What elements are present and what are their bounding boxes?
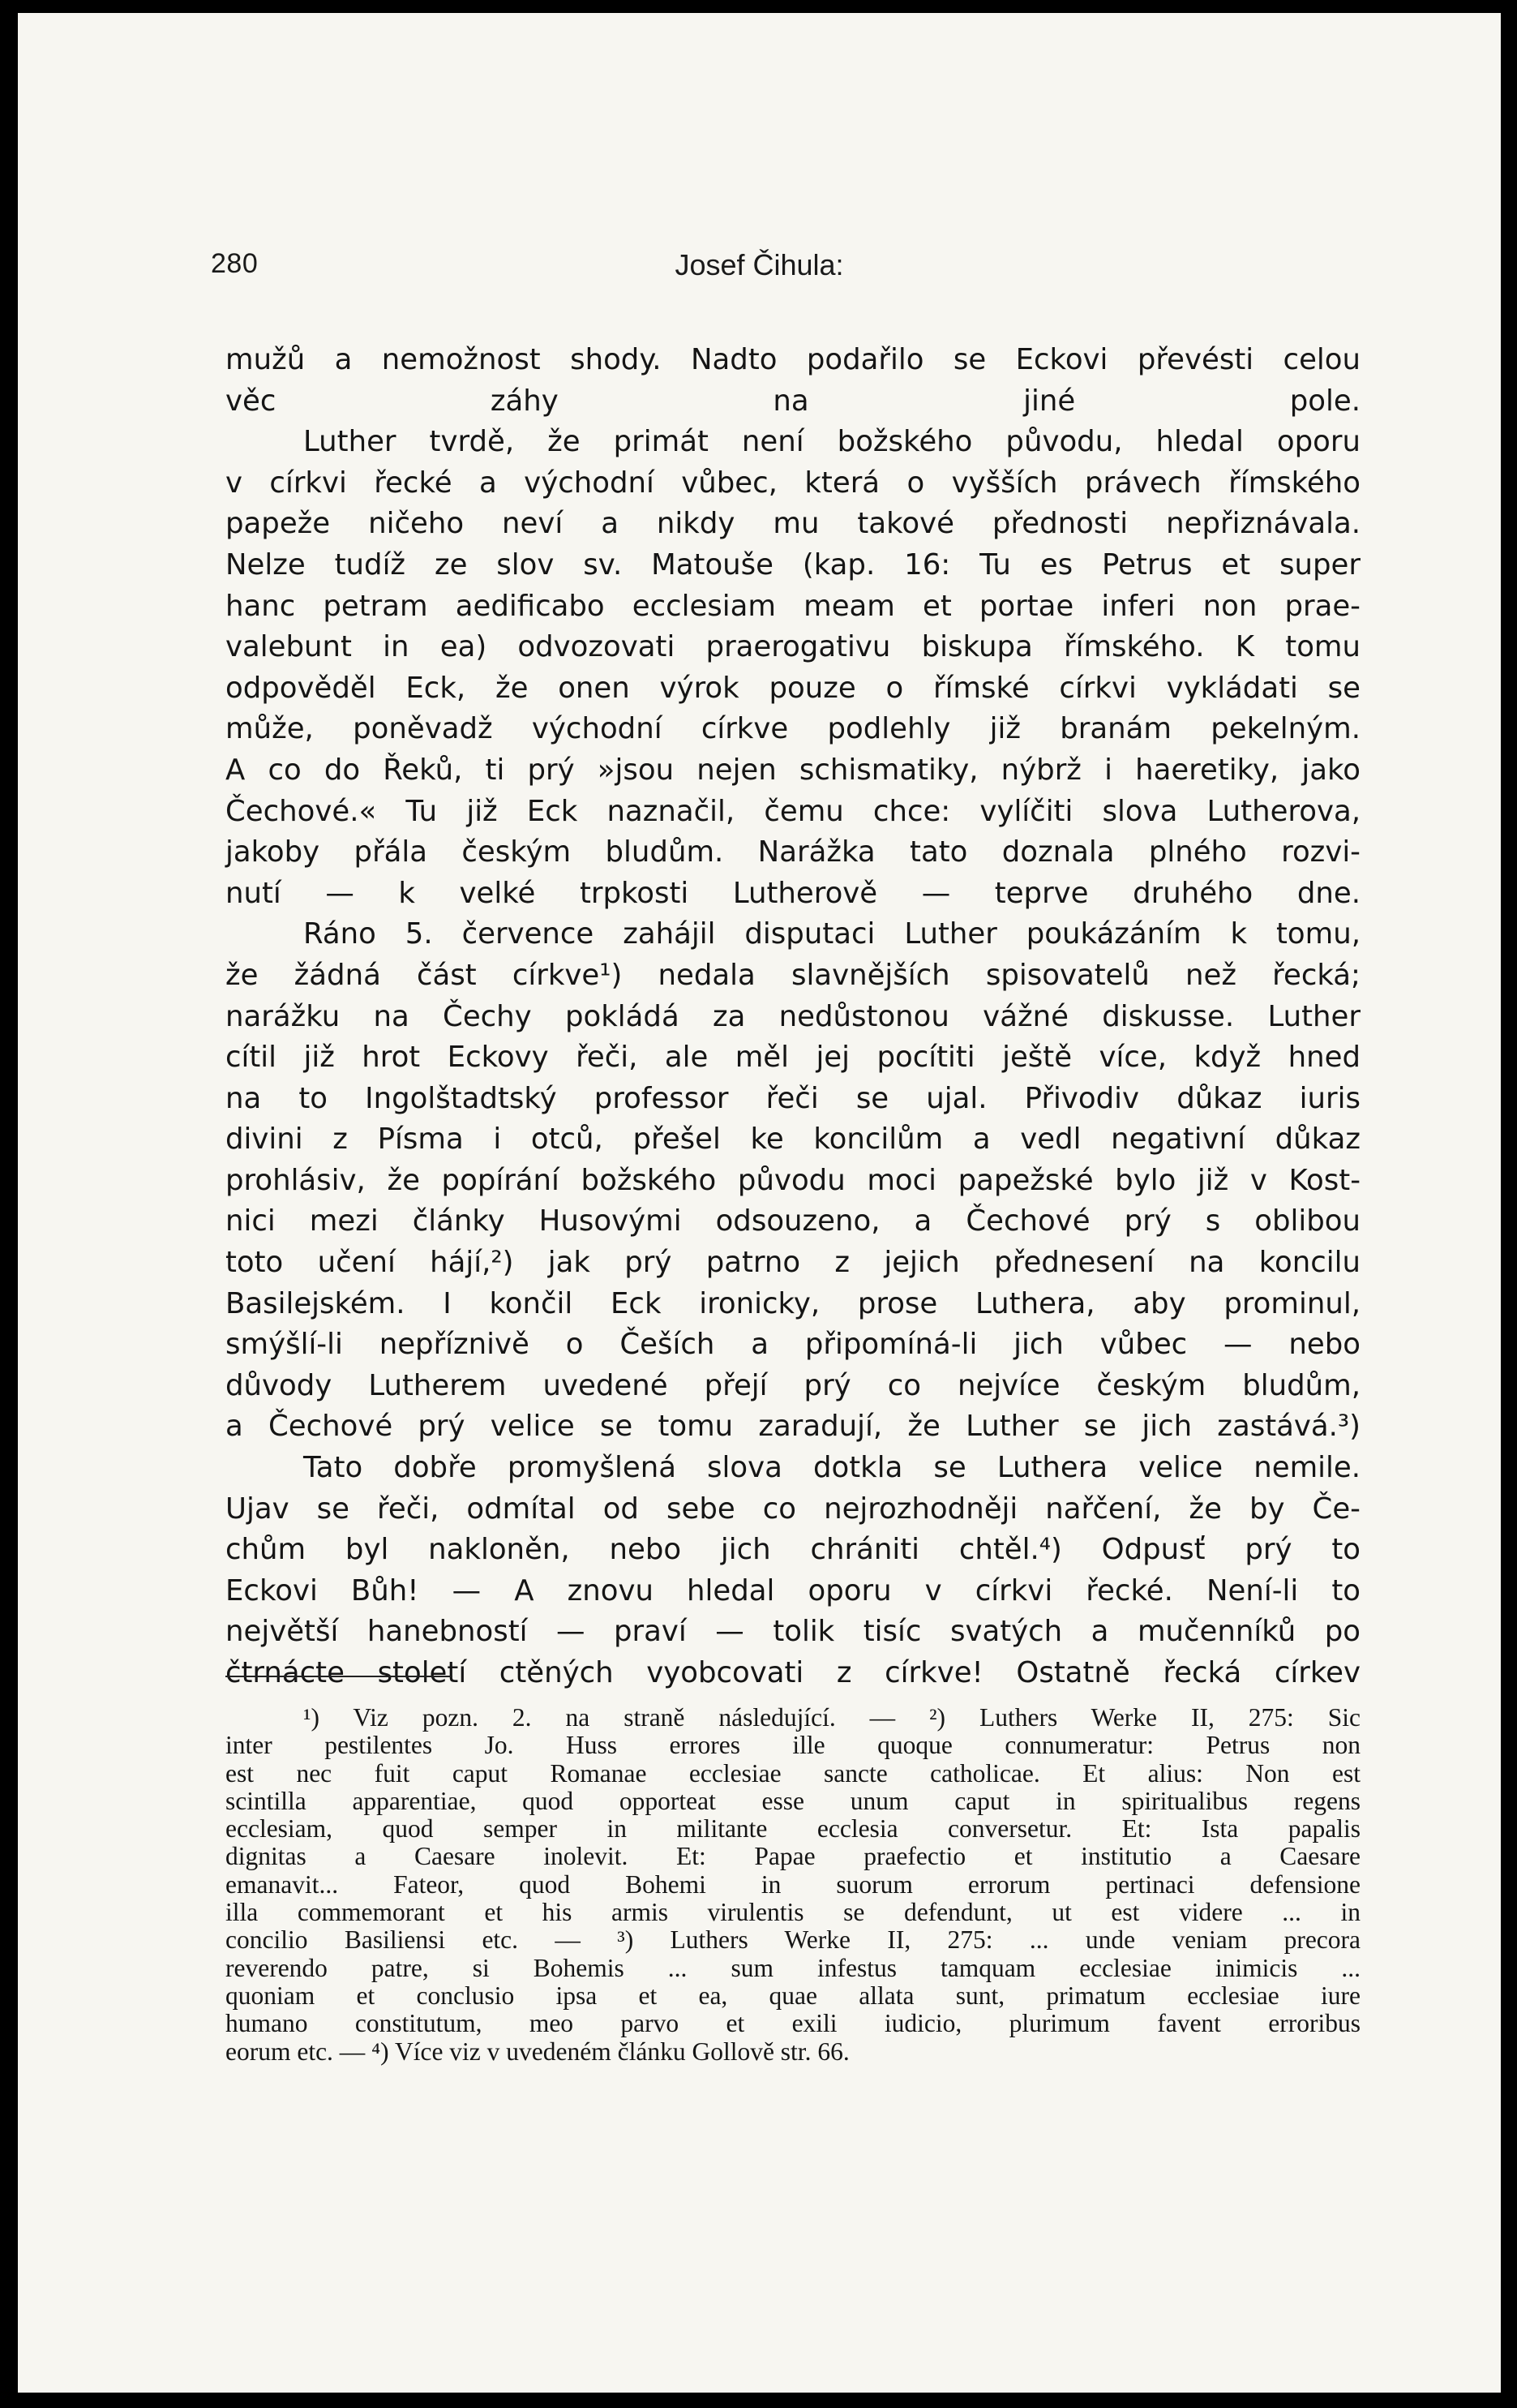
footnote-line: emanavit... Fateor, quod Bohemi in suorum errorum pertinaci defensione bbox=[225, 1869, 1361, 1899]
text-line: nutí — k velké trpkosti Lutherově — teprve druhého dne. bbox=[225, 876, 1361, 910]
page-number: 280 bbox=[211, 248, 259, 279]
text-line: A co do Řeků, ti prý »jsou nejen schismatiky, nýbrž i haeretiky, jako bbox=[225, 753, 1361, 787]
footnote-separator bbox=[225, 1676, 452, 1677]
text-line: mužů a nemožnost shody. Nadto podařilo se Eckovi převésti celou bbox=[225, 343, 1361, 376]
paragraph-2 bbox=[225, 422, 1361, 914]
footnote-line: reverendo patre, si Bohemis ... sum infestus tamquam ecclesiae inimicis ... bbox=[225, 1953, 1361, 1982]
text-line: toto učení hájí,²) jak prý patrno z jejich přednesení na koncilu bbox=[225, 1246, 1361, 1280]
text-line: smýšlí-li nepříznivě o Češích a připomíná-li jich vůbec — nebo bbox=[225, 1328, 1361, 1362]
text-line: největší hanebností — praví — tolik tisíc svatých a mučenníků po bbox=[225, 1615, 1361, 1649]
text-line: a Čechové prý velice se tomu zaradují, že Luther se jich zastává.³) bbox=[225, 1410, 1361, 1444]
text-line: cítil již hrot Eckovy řeči, ale měl jej pocítiti ještě více, když hned bbox=[225, 1041, 1361, 1075]
text-line: valebunt in ea) odvozovati praerogativu biskupa římského. K tomu bbox=[225, 630, 1361, 664]
footnote-line: ecclesiam, quod semper in militante ecclesia conversetur. Et: Ista papalis bbox=[225, 1814, 1361, 1844]
paragraph-1 bbox=[225, 340, 1361, 422]
text-line: narážku na Čechy pokládá za nedůstonou vážné diskusse. Luther bbox=[225, 999, 1361, 1033]
footnote-line: humano constitutum, meo parvo et exili iudicio, plurimum favent erroribus bbox=[225, 2009, 1361, 2038]
footnote-line: illa commemorant et his armis virulentis se defendunt, ut est videre ... in bbox=[225, 1898, 1361, 1927]
text-line: prohlásiv, že popírání božského původu moci papežské bylo již v Kost- bbox=[225, 1163, 1361, 1197]
text-line: jakoby přála českým bludům. Narážka tato doznala plného rozvi- bbox=[225, 835, 1361, 869]
text-line: v církvi řecké a východní vůbec, která o vyšších právech římského bbox=[225, 466, 1361, 500]
footnote-line: inter pestilentes Jo. Huss errores ille quoque connumeratur: Petrus non bbox=[225, 1731, 1361, 1760]
text-line: Ráno 5. července zahájil disputaci Luther poukázáním k tomu, bbox=[303, 917, 1361, 951]
text-line: Tato dobře promyšlená slova dotkla se Luthera velice nemile. bbox=[303, 1451, 1361, 1485]
paragraph-4 bbox=[225, 1448, 1361, 1694]
text-line: divini z Písma i otců, přešel ke koncilům a vedl negativní důkaz bbox=[225, 1122, 1361, 1157]
text-line: Basilejském. I končil Eck ironicky, prose Luthera, aby prominul, bbox=[225, 1286, 1361, 1320]
footnotes bbox=[225, 1704, 1361, 2066]
footnote-line: quoniam et conclusio ipsa et ea, quae allata sunt, primatum ecclesiae iure bbox=[225, 1981, 1361, 2010]
body-text bbox=[225, 340, 1361, 1694]
text-line: že žádná část církve¹) nedala slavnějších spisovatelů než řecká; bbox=[225, 958, 1361, 992]
text-line: chům byl nakloněn, nebo jich chrániti chtěl.⁴) Odpusť prý to bbox=[225, 1533, 1361, 1567]
paragraph-3 bbox=[225, 914, 1361, 1448]
text-line: může, poněvadž východní církve podlehly již branám pekelným. bbox=[225, 712, 1361, 746]
text-line: věc záhy na jiné pole. bbox=[225, 384, 1361, 418]
footnote-line: ¹) Viz pozn. 2. na straně následující. — ²) Luthers Werke II, 275: Sic bbox=[303, 1703, 1361, 1732]
text-line: hanc petram aedificabo ecclesiam meam et portae inferi non prae- bbox=[225, 589, 1361, 623]
text-line: Čechové.« Tu již Eck naznačil, čemu chce: vylíčiti slova Lutherova, bbox=[225, 794, 1361, 828]
text-line: důvody Lutherem uvedené přejí prý co nejvíce českým bludům, bbox=[225, 1368, 1361, 1402]
text-line: Nelze tudíž ze slov sv. Matouše (kap. 16: Tu es Petrus et super bbox=[225, 547, 1361, 582]
footnote-line: dignitas a Caesare inolevit. Et: Papae praefectio et institutio a Caesare bbox=[225, 1842, 1361, 1871]
text-line: nici mezi články Husovými odsouzeno, a Čechové prý s oblibou bbox=[225, 1204, 1361, 1238]
book-page bbox=[18, 13, 1501, 2393]
text-line: čtrnácte století ctěných vyobcovati z církve! Ostatně řecká církev bbox=[225, 1656, 1361, 1689]
running-head: Josef Čihula: bbox=[675, 248, 844, 281]
page-header bbox=[18, 248, 1501, 297]
text-line: na to Ingolštadtský professor řeči se ujal. Přivodiv důkaz iuris bbox=[225, 1081, 1361, 1115]
text-line: Luther tvrdě, že primát není božského původu, hledal oporu bbox=[303, 425, 1361, 459]
footnote-line: scintilla apparentiae, quod opporteat esse unum caput in spiritualibus regens bbox=[225, 1786, 1361, 1815]
footnote-line: eorum etc. — ⁴) Více viz v uvedeném článku Gollově str. 66. bbox=[225, 2037, 850, 2066]
text-line: papeže ničeho neví a nikdy mu takové přednosti nepřiznávala. bbox=[225, 507, 1361, 541]
footnote-line: est nec fuit caput Romanae ecclesiae sancte catholicae. Et alius: Non est bbox=[225, 1758, 1361, 1788]
text-line: Eckovi Bůh! — A znovu hledal oporu v církvi řecké. Není-li to bbox=[225, 1573, 1361, 1607]
footnote-line: concilio Basiliensi etc. — ³) Luthers Werke II, 275: ... unde veniam precora bbox=[225, 1925, 1361, 1955]
text-line: odpověděl Eck, že onen výrok pouze o římské církvi vykládati se bbox=[225, 671, 1361, 705]
text-line: Ujav se řeči, odmítal od sebe co nejrozhodněji nařčení, že by Če- bbox=[225, 1492, 1361, 1526]
